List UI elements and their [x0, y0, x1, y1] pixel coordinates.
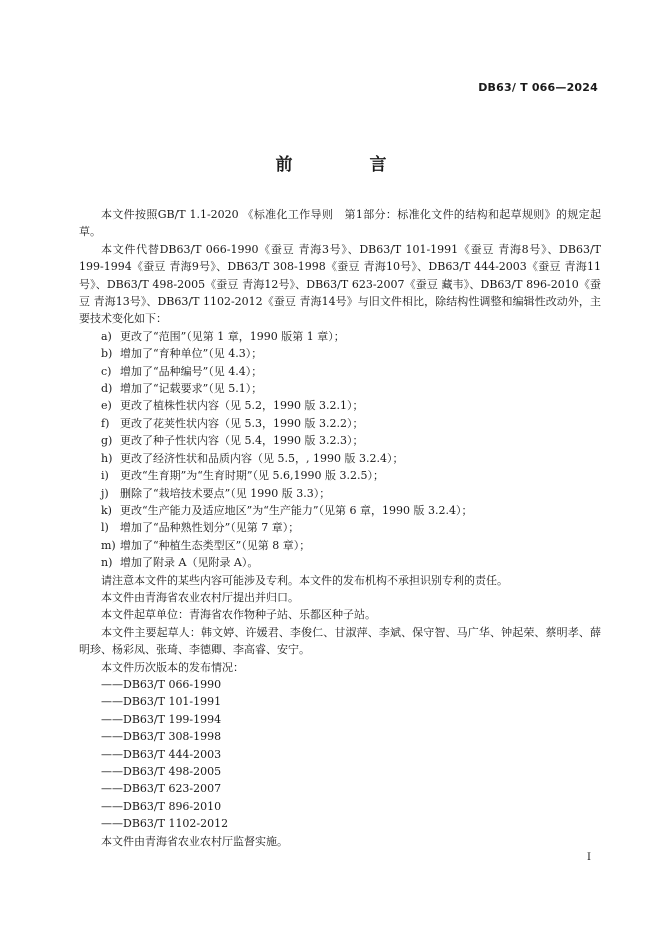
list-text: 更改了“范围”（见第 1 章，1990 版第 1 章）；	[120, 329, 345, 343]
changes-list	[79, 328, 601, 572]
list-text: 增加了“品种熟性划分”（见第 7 章）；	[120, 521, 300, 535]
list-text: 增加了“品种编号”（见 4.4）；	[120, 364, 263, 378]
list-item	[79, 467, 601, 484]
paragraph-replacement: 本文件代替DB63/T 066-1990《蚕豆 青海3号》、DB63/T 101-1991《蚕豆 青海8号》、DB63/T 199-1994《蚕豆 青海9号》、DB63/T 308-1998《蚕豆 青海10号》、DB63/T 444-2003《蚕豆 青海11号》、DB63/T 498-2005《蚕豆 青海12号》、DB63/T 623-2007《蚕豆 藏韦》、DB63/T 896-2010《蚕豆 青海13号》、DB63/T 1102-2012《蚕豆 青海14号》与旧文件相比，除结构性调整和编辑性改动外，主要技术变化如下：	[79, 242, 601, 326]
list-marker: a)	[101, 329, 112, 343]
list-text: 增加了附录 A（见附录 A）。	[120, 556, 259, 570]
list-text: 更改了花荚性状内容（见 5.3，1990 版 3.2.2）；	[120, 416, 364, 430]
history-item: ——DB63/T 498-2005	[101, 765, 222, 778]
list-text: 更改了植株性状内容（见 5.2，1990 版 3.2.1）；	[120, 399, 364, 413]
list-item	[79, 397, 601, 414]
page-number: I	[587, 852, 591, 863]
paragraph-proposer: 本文件由青海省农业农村厅提出并归口。	[101, 590, 299, 604]
paragraph-patent-notice: 请注意本文件的某些内容可能涉及专利。本文件的发布机构不承担识别专利的责任。	[101, 573, 508, 587]
list-item	[79, 519, 601, 536]
history-item: ——DB63/T 444-2003	[101, 747, 222, 761]
history-list	[79, 676, 601, 833]
list-marker: b)	[101, 347, 113, 361]
list-item	[79, 363, 601, 380]
list-marker: e)	[101, 399, 112, 413]
paragraph-drafting-basis: 本文件按照GB/T 1.1-2020 《标准化工作导则 第1部分：标准化文件的结构和起草规则》的规定起草。	[79, 208, 601, 239]
list-marker: f)	[101, 416, 110, 430]
list-item	[79, 415, 601, 432]
paragraph-drafting-units: 本文件起草单位：青海省农作物种子站、乐都区种子站。	[101, 608, 376, 622]
list-text: 更改了经济性状和品质内容（见 5.5，, 1990 版 3.2.4）；	[120, 451, 404, 465]
page-title: 前 言	[275, 155, 417, 175]
list-marker: h)	[101, 451, 113, 465]
list-marker: j)	[101, 486, 109, 500]
list-item	[79, 485, 601, 502]
list-text: 增加了“记载要求”（见 5.1）；	[120, 382, 263, 396]
list-item	[79, 450, 601, 467]
list-marker: l)	[101, 521, 109, 535]
history-item: ——DB63/T 896-2010	[101, 799, 222, 813]
list-item	[79, 380, 601, 397]
list-item	[79, 537, 601, 554]
history-item: ——DB63/T 1102-2012	[101, 817, 229, 831]
list-text: 增加了“种植生态类型区”（见第 8 章）；	[120, 538, 311, 552]
history-item: ——DB63/T 101-1991	[101, 695, 222, 709]
list-item	[79, 502, 601, 519]
history-item: ——DB63/T 199-1994	[101, 712, 222, 726]
list-text: 更改“生产能力及适应地区”为“生产能力”（见第 6 章，1990 版 3.2.4）；	[120, 503, 473, 517]
history-item: ——DB63/T 623-2007	[101, 782, 222, 796]
list-marker: c)	[101, 364, 112, 378]
list-text: 增加了“育种单位”（见 4.3）；	[120, 347, 263, 361]
list-marker: n)	[101, 556, 113, 570]
list-marker: k)	[101, 503, 112, 517]
paragraph-history-intro: 本文件历次版本的发布情况：	[101, 660, 244, 674]
history-item: ——DB63/T 308-1998	[101, 730, 222, 744]
list-marker: m)	[101, 538, 116, 552]
list-item	[79, 432, 601, 449]
document-body	[79, 206, 601, 850]
paragraph-supervision: 本文件由青海省农业农村厅监督实施。	[101, 834, 288, 848]
list-item	[79, 554, 601, 571]
list-item	[79, 328, 601, 345]
history-item: ——DB63/T 066-1990	[101, 677, 222, 691]
list-marker: i)	[101, 469, 109, 483]
list-item	[79, 345, 601, 362]
list-text: 删除了“栽培技术要点”（见 1990 版 3.3）；	[120, 486, 331, 500]
list-text: 更改了种子性状内容（见 5.4，1990 版 3.2.3）；	[120, 434, 364, 448]
standard-code: DB63/ T 066—2024	[478, 81, 598, 94]
paragraph-drafters: 本文件主要起草人：韩文婷、许媛君、李俊仁、甘淑萍、李斌、保守智、马广华、钟起荣、蔡明孝、薛明珍、杨彩凤、张琦、李德卿、李高睿、安宁。	[79, 625, 601, 657]
list-text: 更改“生育期”为“生育时期”（见 5.6,1990 版 3.2.5）；	[120, 469, 384, 483]
list-marker: g)	[101, 434, 113, 448]
list-marker: d)	[101, 382, 113, 396]
